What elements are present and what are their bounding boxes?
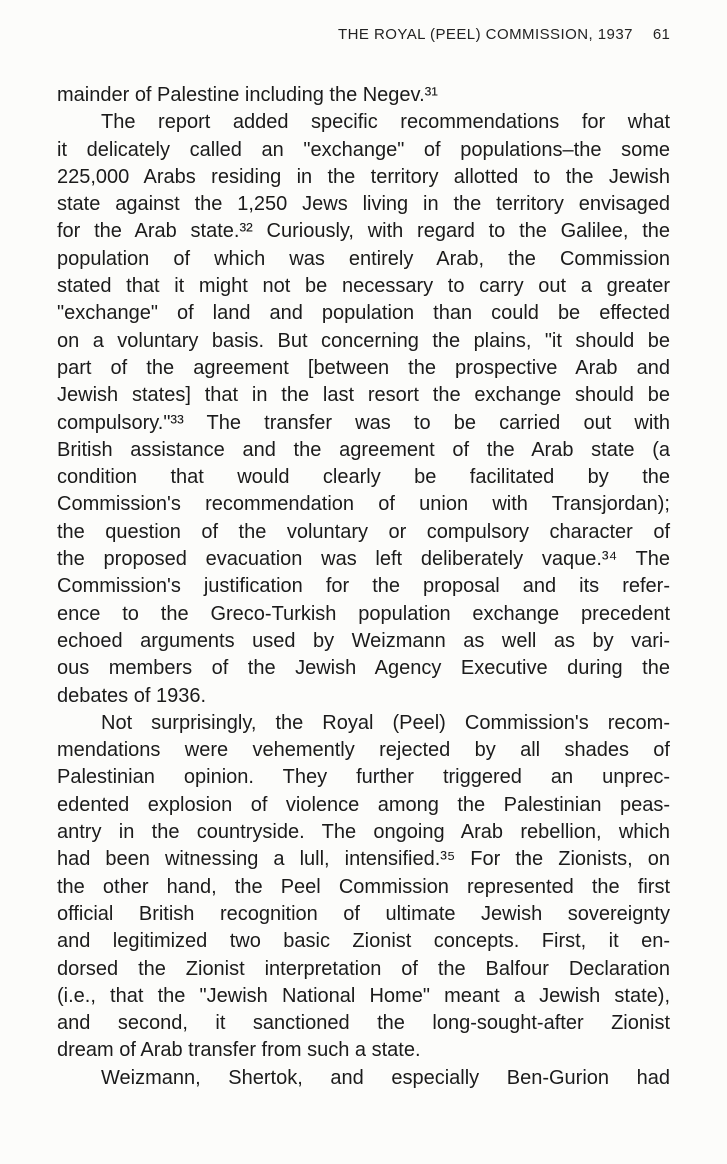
text-line: official British recognition of ultimate Jewish sovereignty: [57, 902, 670, 925]
text-line: The report added specific recommendations for what: [101, 111, 670, 134]
text-line: Weizmann, Shertok, and especially Ben-Gurion had: [101, 1066, 670, 1089]
running-header-title: THE ROYAL (PEEL) COMMISSION, 1937: [337, 26, 633, 43]
text-line: compulsory."³³ The transfer was to be carried out with: [57, 411, 670, 434]
text-line: ence to the Greco-Turkish population exchange precedent: [57, 602, 670, 625]
text-line: mainder of Palestine including the Negev.³¹: [57, 84, 438, 106]
text-line: the question of the voluntary or compulsory character of: [57, 520, 670, 543]
text-line: "exchange" of land and population than could be effected: [57, 302, 670, 325]
page-number: 61: [652, 26, 670, 43]
text-line: edented explosion of violence among the Palestinian peas-: [57, 793, 670, 816]
text-line: condition that would clearly be facilitated by the: [57, 466, 670, 489]
text-line: Palestinian opinion. They further triggered an unprec-: [57, 766, 670, 789]
text-line: Commission's justification for the proposal and its refer-: [57, 575, 670, 598]
text-line: Not surprisingly, the Royal (Peel) Commission's recom-: [101, 711, 670, 734]
text-line: the proposed evacuation was left deliberately vaque.³⁴ The: [57, 548, 670, 571]
text-line: and second, it sanctioned the long-sought-after Zionist: [57, 1012, 670, 1035]
text-line: echoed arguments used by Weizmann as well as by vari-: [57, 629, 670, 652]
text-line: mendations were vehemently rejected by all shades of: [57, 739, 670, 762]
text-line: Jewish states] that in the last resort the exchange should be: [57, 384, 670, 407]
text-line: for the Arab state.³² Curiously, with regard to the Galilee, the: [57, 220, 670, 243]
paragraph: [57, 109, 670, 710]
text-line: Commission's recommendation of union with Transjordan);: [57, 493, 670, 516]
text-line: population of which was entirely Arab, the Commission: [57, 247, 670, 270]
paragraph: [57, 1065, 670, 1092]
page-body: [57, 82, 670, 1092]
paragraph: [57, 710, 670, 1065]
text-line: stated that it might not be necessary to carry out a greater: [57, 275, 670, 298]
text-line: ous members of the Jewish Agency Executive during the: [57, 657, 670, 680]
paragraph: [57, 82, 670, 109]
text-line: on a voluntary basis. But concerning the plains, "it should be: [57, 329, 670, 352]
text-line: 225,000 Arabs residing in the territory allotted to the Jewish: [57, 165, 670, 188]
text-line: (i.e., that the "Jewish National Home" meant a Jewish state),: [57, 984, 670, 1007]
text-line: state against the 1,250 Jews living in the territory envisaged: [57, 193, 670, 216]
text-line: dream of Arab transfer from such a state.: [57, 1039, 421, 1062]
text-line: debates of 1936.: [57, 684, 207, 707]
text-line: part of the agreement [between the prospective Arab and: [57, 356, 670, 379]
text-line: the other hand, the Peel Commission represented the first: [57, 875, 670, 898]
text-line: British assistance and the agreement of the Arab state (a: [57, 438, 670, 461]
text-line: antry in the countryside. The ongoing Arab rebellion, which: [57, 821, 670, 844]
text-line: had been witnessing a lull, intensified.³⁵ For the Zionists, on: [57, 848, 670, 871]
text-line: and legitimized two basic Zionist concepts. First, it en-: [57, 930, 670, 953]
text-line: it delicately called an "exchange" of populations–the some: [57, 138, 670, 161]
running-header: [57, 26, 670, 43]
text-line: dorsed the Zionist interpretation of the Balfour Declaration: [57, 957, 670, 980]
